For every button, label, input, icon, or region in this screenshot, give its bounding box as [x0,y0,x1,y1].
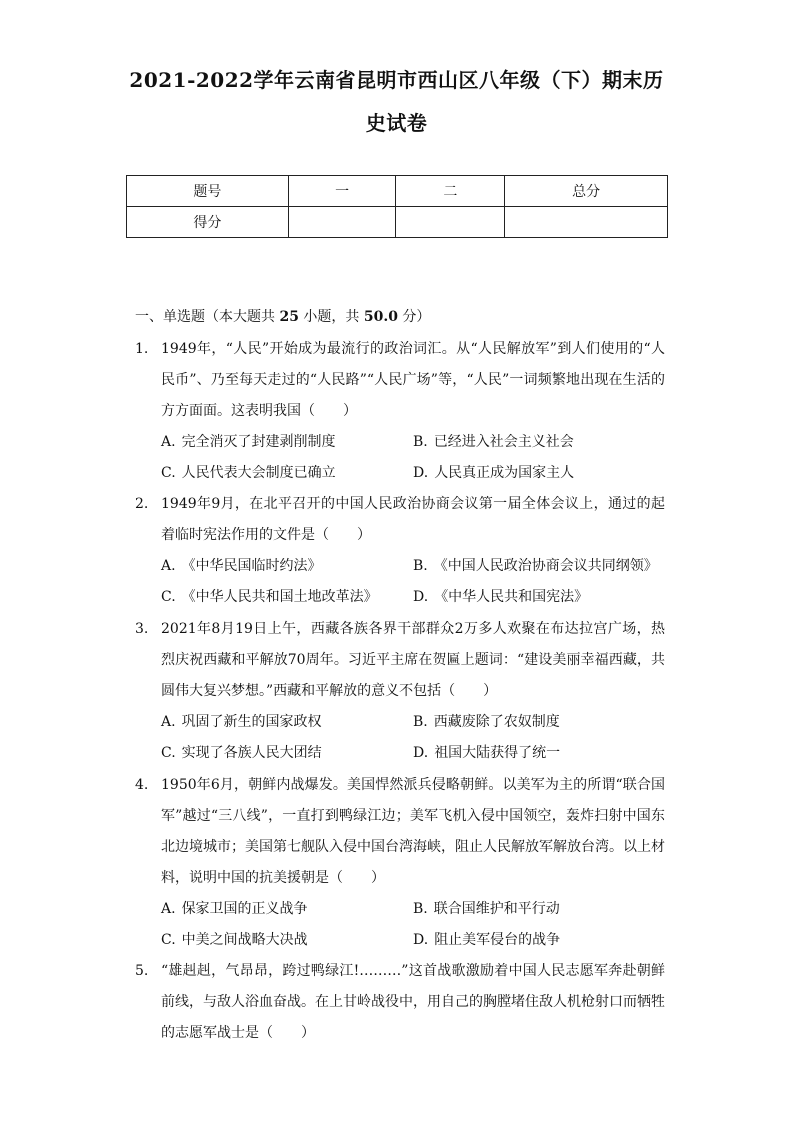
question-stem: “雄赳赳，气昂昂，跨过鸭绿江!………”这首战歌激励着中国人民志愿军奔赴朝鲜前线，与敌人浴血奋战。在上甘岭战役中，用自己的胸膛堵住敌人机枪射口而牺牲的志愿军战士是（ ） [161,963,665,1041]
section-middle: 小题，共 [303,309,360,325]
option-label: C. [161,745,176,761]
section-total-points: 50.0 [363,309,398,325]
option-d [413,738,673,769]
option-label: D. [413,465,429,481]
question-options [161,707,665,769]
score-table-cell [396,207,505,238]
option-text: 《中华人民共和国土地改革法》 [181,589,378,605]
option-text: 《中华民国临时约法》 [181,558,322,574]
option-label: C. [161,465,176,481]
question-options [161,894,665,956]
option-label: B. [413,558,428,574]
option-label: B. [413,434,428,450]
option-c [161,458,413,489]
option-label: A. [161,434,176,450]
question-stem: 1949年9月，在北平召开的中国人民政治协商会议第一届全体会议上，通过的起着临时宪法作用的文件是（ ） [161,496,665,543]
score-table-cell [505,207,668,238]
exam-title-line-1: 2021-2022学年云南省昆明市西山区八年级（下）期末历 [129,68,664,92]
question-number: 1. [135,341,149,357]
option-a [161,551,413,582]
option-label: B. [413,714,428,730]
question-stem: 1950年6月，朝鲜内战爆发。美国悍然派兵侵略朝鲜。以美军为主的所谓“联合国军”越过“三八线”，一直打到鸭绿江边；美军飞机入侵中国领空，轰炸扫射中国东北边境城市；美国第七舰队入侵中国台湾海峡，阻止人民解放军解放台湾。以上材料，说明中国的抗美援朝是（ ） [161,777,665,886]
option-text: 祖国大陆获得了统一 [434,745,561,761]
score-table-cell: 得分 [127,207,289,238]
question-3 [135,614,665,769]
question-4 [135,770,665,956]
question-number: 5. [135,963,149,979]
option-c [161,738,413,769]
question-stem: 1949年，“人民”开始成为最流行的政治词汇。从“人民解放军”到人们使用的“人民币”、乃至每天走过的“人民路”“人民广场”等，“人民”一词频繁地出现在生活的方方面面。这表明我国（ ） [161,341,665,419]
option-text: 人民真正成为国家主人 [434,465,575,481]
option-c [161,925,413,956]
option-d [413,458,673,489]
option-text: 中美之间战略大决战 [181,932,308,948]
question-number: 4. [135,777,149,793]
score-table-header-row [127,176,668,207]
option-label: C. [161,589,176,605]
option-text: 完全消灭了封建剥削制度 [181,434,336,450]
section-prefix: 一、单选题（本大题共 [135,309,275,325]
score-table [126,175,668,238]
option-label: C. [161,932,176,948]
option-text: 阻止美军侵台的战争 [434,932,561,948]
score-table-cell [288,207,396,238]
option-a [161,894,413,925]
question-number: 3. [135,621,149,637]
option-label: D. [413,745,429,761]
section-suffix: 分） [402,309,431,325]
option-a [161,707,413,738]
score-table-cell: 一 [288,176,396,207]
option-b [413,427,673,458]
question-stem: 2021年8月19日上午，西藏各族各界干部群众2万多人欢聚在布达拉宫广场，热烈庆祝西藏和平解放70周年。习近平主席在贺匾上题词：“建设美丽幸福西藏，共圆伟大复兴梦想。”西藏和平解放的意义不包括（ ） [161,621,665,699]
option-b [413,551,673,582]
option-text: 实现了各族人民大团结 [181,745,322,761]
option-text: 巩固了新生的国家政权 [181,714,322,730]
question-2 [135,489,665,613]
option-d [413,582,673,613]
option-label: D. [413,932,429,948]
option-text: 《中国人民政治协商会议共同纲领》 [433,558,658,574]
score-table-cell: 总分 [505,176,668,207]
score-table-score-row [127,207,668,238]
option-text: 联合国维护和平行动 [433,901,560,917]
option-label: A. [161,714,176,730]
option-label: B. [413,901,428,917]
question-options [161,551,665,613]
option-text: 西藏废除了农奴制度 [433,714,560,730]
exam-title-line-2: 史试卷 [365,111,428,135]
question-5 [135,956,665,1049]
option-text: 《中华人民共和国宪法》 [434,589,589,605]
score-table-cell: 题号 [127,176,289,207]
question-options [161,427,665,489]
option-label: A. [161,901,176,917]
option-c [161,582,413,613]
section-question-count: 25 [279,309,299,325]
option-label: D. [413,589,429,605]
option-text: 人民代表大会制度已确立 [181,465,336,481]
option-text: 保家卫国的正义战争 [181,901,308,917]
section-heading [135,307,430,327]
option-b [413,707,673,738]
score-table-cell: 二 [396,176,505,207]
option-b [413,894,673,925]
option-a [161,427,413,458]
question-1 [135,334,665,489]
option-label: A. [161,558,176,574]
option-text: 已经进入社会主义社会 [433,434,574,450]
option-d [413,925,673,956]
question-number: 2. [135,496,149,512]
